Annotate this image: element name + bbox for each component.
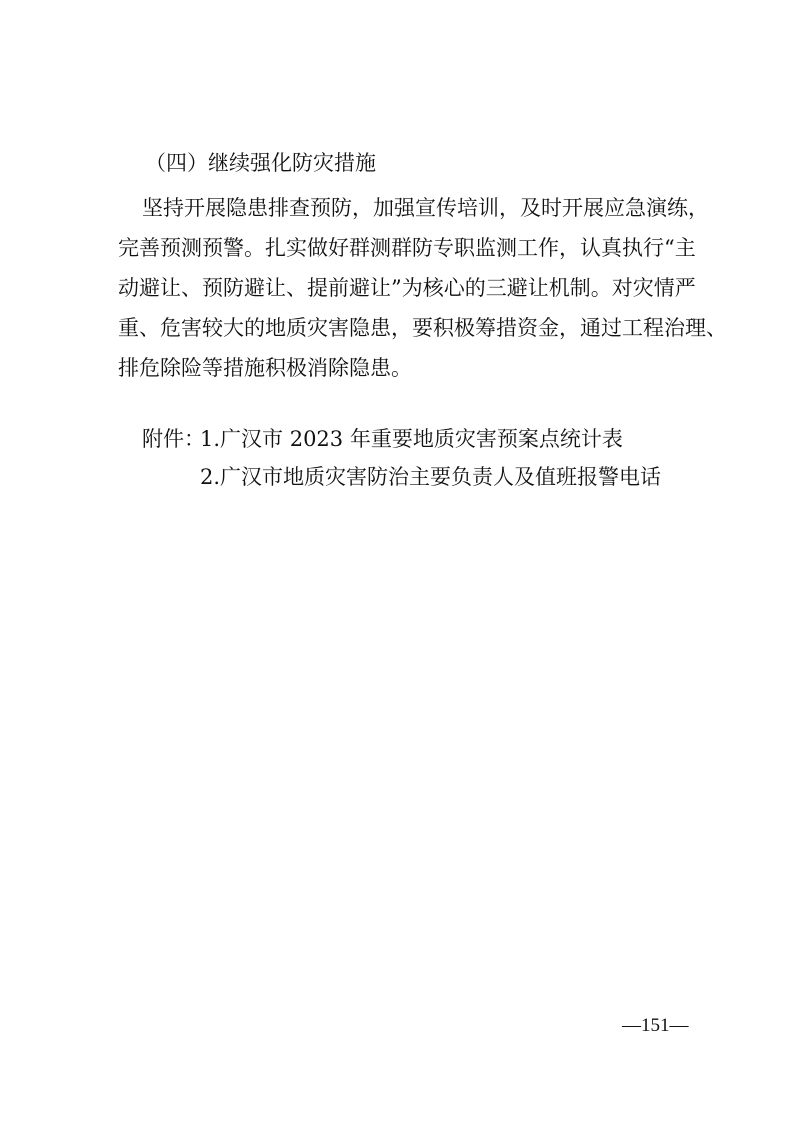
attachment-item-1: 1.广汉市 2023 年重要地质灾害预案点统计表 — [200, 427, 623, 451]
paragraph-line: 排危除险等措施积极消除隐患。 — [118, 356, 412, 380]
paragraph-line: 动避让、预防避让、提前避让”为核心的三避让机制。对灾情严 — [118, 276, 696, 300]
paragraph-line: 重、危害较大的地质灾害隐患，要积极筹措资金，通过工程治理、 — [118, 316, 727, 340]
attachments-label-text: 附件： — [142, 427, 205, 451]
paragraph-line: 完善预测预警。扎实做好群测群防专职监测工作，认真执行“主 — [118, 236, 696, 260]
page-number: —151— — [622, 1015, 689, 1036]
attachment-item-2: 2.广汉市地质灾害防治主要负责人及值班报警电话 — [200, 465, 662, 489]
attachments-label — [142, 420, 205, 458]
section-heading: （四）继续强化防灾措施 — [145, 151, 376, 175]
section-paragraph — [118, 188, 727, 388]
paragraph-line: 坚持开展隐患排查预防，加强宣传培训，及时开展应急演练， — [142, 196, 709, 220]
